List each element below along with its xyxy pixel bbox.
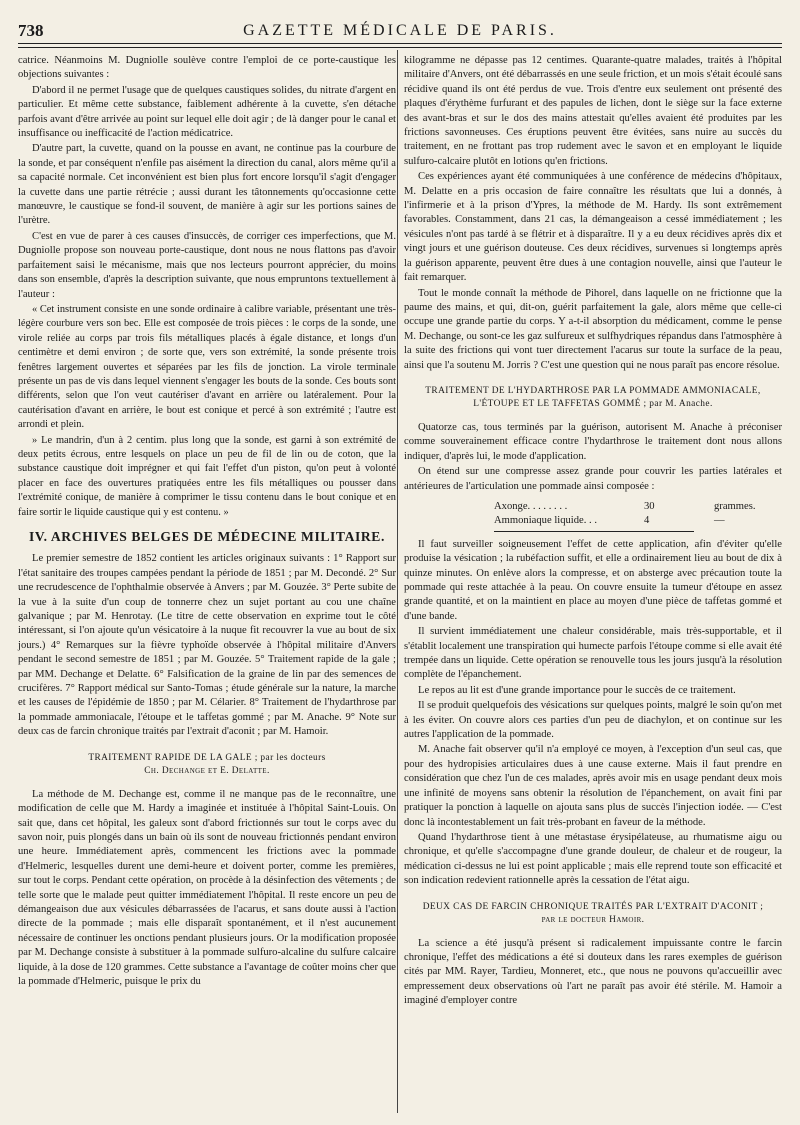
paragraph: M. Anache fait observer qu'il n'a employé ce moyen, à l'exception d'un seul cas, que pour des hydropisies articulaires dues à une cause externe. Mais il faut prendre en considération que chez l'un de ces malades, après avoir mis en usage pendant deux mois une infinité de moyens sans obtenir la résolution de l'épanchement, on avait fini par pratiquer la ponction à laquelle on ajouta sans plus de succès l'injection iodée. — C'est donc là incontestablement un fait très-probant en faveur de la méthode. (404, 744, 782, 828)
ingredient-quantity: 30 (644, 500, 655, 512)
ingredient-unit: — (714, 515, 725, 527)
article-title-text: DEUX CAS DE FARCIN CHRONIQUE TRAITÉS PAR L'EXTRAIT D'ACONIT ; (422, 901, 764, 912)
quoted-paragraph: » Le mandrin, d'un à 2 centim. plus long que la sonde, est garni à son extrémité de deux petits écrous, entre lesquels on place un peu de fil de lin ou de coton, que la substance caustique doit imprégner et qui fait l'effet d'un piston, qu'on peut à volonté placer en face des ouvertures pratiquées entre les fils métalliques ou pousser dans l'extrémité conique, de manière à comprimer le tissu contenu dans le bout conique et en faire sortir le liquide caustique qui y est contenu. » (18, 434, 396, 518)
paragraph: Le premier semestre de 1852 contient les articles originaux suivants : 1° Rapport sur l'état sanitaire des troupes campées pendant la période de 1851 ; par M. Decondé. 2° Sur une recrudescence de l'ophthalmie observée à Anvers ; par M. Gouzée. 3° Perte subite de la vue à la suite d'un coup de tonnerre chez un sujet portant au cou une chaîne galvanique ; par M. Henrotay. (Le titre de cette observation en exprime tout le côté intéressant, si l'on ajoute qu'un vésicatoire à la nuque fit recouvrer la vue au bout de six jours.) 4° Remarques sur la fièvre typhoïde observée à l'hôpital militaire d'Anvers pendant le second semestre de 1851 ; par M. Gouzée. 5° Traitement rapide de la gale ; par MM. Dechange et Delatte. 6° Falsification de la graine de lin par des semences de crucifères. 7° Rapport médical sur Santo-Tomas ; étude générale sur la nature, la marche et les causes de l'épidémie de 1850 ; par M. Célarier. 8° Traitement de l'hydarthrose par la pommade ammoniacale, l'étoupe et le taffetas gommé ; par M. Anache. 9° Note sur deux cas de farcin chronique traités par l'extrait d'aconit ; par M. Hamoir. (18, 553, 396, 738)
paragraph: Quatorze cas, tous terminés par la guérison, autorisent M. Anache à préconiser comme souverainement efficace contre l'hydarthrose le traitement dont nous allons indiquer, d'après lui, le mode d'application. (404, 421, 782, 462)
ingredient-name: Axonge. . . . . . . . (494, 500, 568, 512)
paragraph: D'autre part, la cuvette, quand on la pousse en avant, ne continue pas la courbure de la sonde, et par conséquent n'enfile pas aisément la direction du canal, alors même qu'il a sa capacité normale. Cet inconvénient est bien plus fort encore lorsqu'il s'agit d'engager la cuvette dans une partie rétrécie ; aussi durant les tâtonnements qu'occasionne cette manœuvre, le caustique se fond-il souvent, de manière à agir sur les portions saines de l'urètre. (18, 143, 396, 227)
article-authors: par le docteur Hamoir. (541, 914, 645, 925)
article-authors: Ch. Dechange et E. Delatte. (144, 765, 270, 776)
paragraph: C'est en vue de parer à ces causes d'insuccès, de corriger ces imperfections, que M. Dugniolle propose son nouveau porte-caustique, dont nous ne nous flattons pas d'avoir parfaitement saisi le mécanisme, mais que nos lecteurs pourront apprécier, du moins dans son ensemble, d'après la description suivante, que nous empruntons textuellement à l'auteur : (18, 230, 396, 300)
ingredient-unit: grammes. (714, 500, 756, 512)
paragraph: catrice. Néanmoins M. Dugniolle soulève contre l'emploi de ce porte-caustique les objections suivantes : (18, 55, 396, 81)
paragraph: On étend sur une compresse assez grande pour couvrir les parties latérales et antérieures de l'articulation une pommade ainsi composée : (404, 466, 782, 492)
quoted-paragraph: « Cet instrument consiste en une sonde ordinaire à calibre variable, présentant une très-légère courbure vers son bec. Elle est composée de trois pièces : le corps de la sonde, une virole reliée au corps par trois fils métalliques placés à égale distance, et longs d'un centimètre et demi environ ; de sorte que, vers son extrémité, la sonde présente trois fenêtres largement ouvertes et séparées par les fils de jonction. La virole terminale présente un pas de vis dans lequel viennent s'engager les bouts de la sonde. Ces bouts sont différents, selon que l'on veut cautériser d'avant en arrière ou latéralement. Pour la cautérisation d'avant en arrière, le bout est conique et percé à son extrémité ; l'autre est arrondi et plein. (18, 303, 396, 431)
formula-rule (494, 531, 694, 532)
paragraph: Quand l'hydarthrose tient à une métastase érysipélateuse, au rhumatisme aigu ou chronique, et qu'elle s'accompagne d'une grande douleur, de chaleur et de rougeur, la médication ci-dessus ne lui est point applicable ; mais elle reprend toute son efficacité et son indication redevient rationnelle après la cessation de l'état aigu. (404, 831, 782, 887)
running-title: GAZETTE MÉDICALE DE PARIS. (243, 22, 557, 39)
ingredient-quantity: 4 (644, 515, 650, 527)
left-column (18, 54, 396, 990)
header-rule-thin (18, 47, 782, 48)
article-title: TRAITEMENT DE L'HYDARTHROSE PAR LA POMMADE AMMONIACALE, L'ÉTOUPE ET LE TAFFETAS GOMMÉ ; par M. Anache. (425, 385, 761, 409)
formula-row (494, 514, 782, 528)
paragraph: Il survient immédiatement une chaleur considérable, mais très-supportable, et il s'établit localement une transpiration qui humecte parfois l'étoupe comme si elle avait été trempée dans un liquide. Cette opération se renouvelle tous les jours jusqu'à la résolution complète de l'épanchement. (404, 626, 782, 681)
section-title: IV. ARCHIVES BELGES DE MÉDECINE MILITAIRE. (29, 529, 385, 544)
paragraph: Le repos au lit est d'une grande importance pour le succès de ce traitement. (418, 684, 736, 696)
paragraph: kilogramme ne dépasse pas 12 centimes. Quarante-quatre malades, traités à l'hôpital militaire d'Anvers, ont été débarrassés en une seule friction, et un mois s'était écoulé sans récidive quand ils ont été perdus de vue. Trois d'entre eux seulement ont présenté des plaques d'érythème furfurant et des papules de lichen, dont le siège sur la face externe des avant-bras et sur le dos des mains attestait qu'elles avaient été produites par les frictions savonneuses. Ces éruptions peuvent être évitées, sans nuire au succès du traitement, en ne frottant pas trop rudement avec le savon et en employant le liquide sulfuro-calcaire plutôt en lotions qu'en frictions. (404, 55, 783, 167)
paragraph: La méthode de M. Dechange est, comme il ne manque pas de le reconnaître, une modification de celle que M. Hardy a imaginée et instituée à l'hôpital Saint-Louis. On sait que, dans cet hôpital, les galeux sont d'abord frictionnés sur tout le corps avec du savon noir, puis plongés dans un bain où ils sont de nouveau frictionnés pendant environ une heure. Immédiatement après, commencent les frictions avec la pommade d'Helmeric, lesquelles durent une demi-heure et doivent porter, comme les premières, sur tout le corps. Pendant cette opération, on procède à la désinfection des vêtements ; de telle sorte que le malade peut quitter immédiatement l'hôpital. Il reste encore un peu de démangeaison due aux vésicules débarrassées de l'acarus, et sans doute aussi à l'action directe de la pommade ; mais elle disparaît spontanément, et il n'est aucunement nécessaire de continuer les onctions pendant plusieurs jours. Or la modification proposée par M. Dechange consiste à substituer à la pommade sulfuro-alcaline du sulfure calcaire liquide, à la dose de 120 grammes. Cette substance a l'avantage de coûter moins cher que la pommade d'Helmeric, puisque le prix du (18, 788, 396, 987)
paragraph: La science a été jusqu'à présent si radicalement impuissante contre le farcin chronique, l'effet des médications a été si douteux dans les rares exemples de guérison cités par MM. Rayer, Tardieu, Monneret, etc., que nous ne pouvons qu'accueillir avec empressement deux observations où l'art ne paraît pas avoir été stérile. M. Hamoir a imaginé d'employer contre (404, 937, 782, 1007)
right-column (404, 54, 782, 1010)
column-divider (397, 50, 398, 1113)
prescription-formula (494, 500, 782, 532)
page-number: 738 (18, 21, 44, 40)
paragraph: Il faut surveiller soigneusement l'effet de cette application, afin d'éviter qu'elle produise la vésication ; la rubéfaction suffit, et elle a ordinairement lieu au bout de dix à quinze minutes. On enlève alors la compresse, et on absterge avec précaution toute la pommade qui reste attachée à la peau. On couvre ensuite la tumeur d'étoupe en assez grande quantité, et on la maintient en place au moyen d'une pièce de taffetas gommé et d'une bande. (404, 538, 782, 622)
paragraph: D'abord il ne permet l'usage que de quelques caustiques solides, du nitrate d'argent en particulier. Et même cette substance, faiblement adhérente à la cuvette, s'en détache parfois avant d'être arrivée au point sur lequel elle doit agir ; de là danger pour le canal et insuffisance ou inefficacité de l'action médicatrice. (18, 84, 396, 140)
paragraph: Tout le monde connaît la méthode de Pihorel, dans laquelle on ne frictionne que la paume des mains, et qui, dit-on, guérit parfaitement la gale, alors même que celle-ci occupe une grande partie du corps. Y a-t-il absorption du médicament, comme le pense M. Dechange, ou sont-ce les gaz sulfureux et sulfhydriques répandus dans l'atmosphère à la suite des frictions qui vont tuer directement l'acarus sur toute la surface de la peau, ainsi que l'a soutenu M. Jorris ? C'est une question qui ne nous paraît pas encore résolue. (404, 287, 782, 371)
formula-row (494, 500, 782, 514)
header-rule (18, 43, 782, 44)
article-title (404, 901, 782, 927)
paragraph: Il se produit quelquefois des vésications sur quelques points, malgré le soin qu'on met à les éviter. On couvre alors ces parties d'un peu de diachylon, et on continue sur les autres l'application de la pommade. (404, 700, 782, 741)
article-title (18, 752, 396, 778)
paragraph: Ces expériences ayant été communiquées à une conférence de médecins d'hôpitaux, M. Delatte en a pris occasion de faire connaître les résultats que lui a donnés, à l'infirmerie et à la prison d'Ypres, la méthode de M. Hardy. Ils sont extrêmement favorables. Constamment, dans 21 cas, la démangeaison a cessé immédiatement ; les vésicules n'ont pas tardé à se flétrir et à disparaître. Il y a eu deux récidives après dix et vingt jours et une guérison douteuse. Ces deux récidives, survenues si longtemps après la guérison apparente, peuvent être dues à une contagion nouvelle, ainsi que l'auteur le fait remarquer. (404, 171, 782, 284)
article-title-text: TRAITEMENT RAPIDE DE LA GALE ; par les docteurs (88, 752, 326, 763)
ingredient-name: Ammoniaque liquide. . . (494, 515, 597, 527)
